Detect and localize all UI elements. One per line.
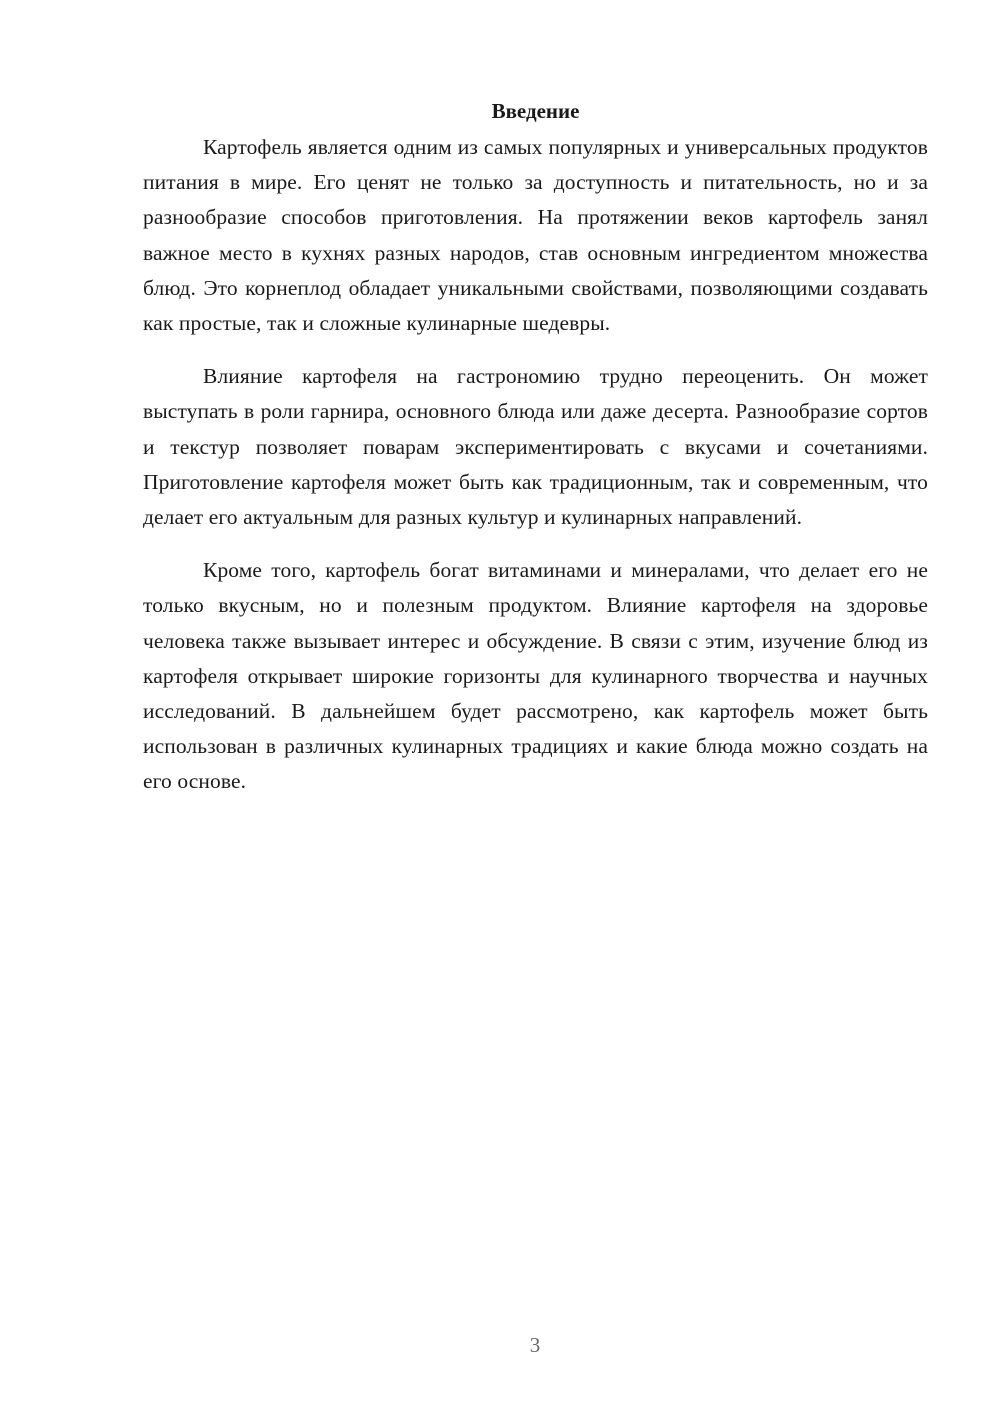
paragraph-health: Кроме того, картофель богат витаминами и минералами, что делает его не только вкусным, но и полезным продуктом. Влияние картофеля на здоровье человека также вызывает интерес и обсуждение. В связи с этим, изучение блюд из картофеля открывает широкие горизонты для кулинарного творчества и научных исследований. В дальнейшем будет рассмотрено, как картофель может быть использован в различных кулинарных традициях и какие блюда можно создать на его основе. — [143, 558, 928, 794]
paragraph-intro: Картофель является одним из самых популярных и универсальных продуктов питания в мире. Его ценят не только за доступность и питательность, но и за разнообразие способов приготовления. На протяжении веков картофель занял важное место в кухнях разных народов, став основным ингредиентом множества блюд. Это корнеплод обладает уникальными свойствами, позволяющими создавать как простые, так и сложные кулинарные шедевры. — [143, 135, 928, 336]
section-heading: Введение — [491, 99, 580, 123]
document-body — [143, 96, 928, 818]
paragraph-gastronomy: Влияние картофеля на гастрономию трудно переоценить. Он может выступать в роли гарнира, основного блюда или даже десерта. Разнообразие сортов и текстур позволяет поварам экспериментировать с вкусами и сочетаниями. Приготовление картофеля может быть как традиционным, так и современным, что делает его актуальным для разных культур и кулинарных направлений. — [143, 364, 928, 530]
page-number: 3 — [529, 1333, 541, 1357]
